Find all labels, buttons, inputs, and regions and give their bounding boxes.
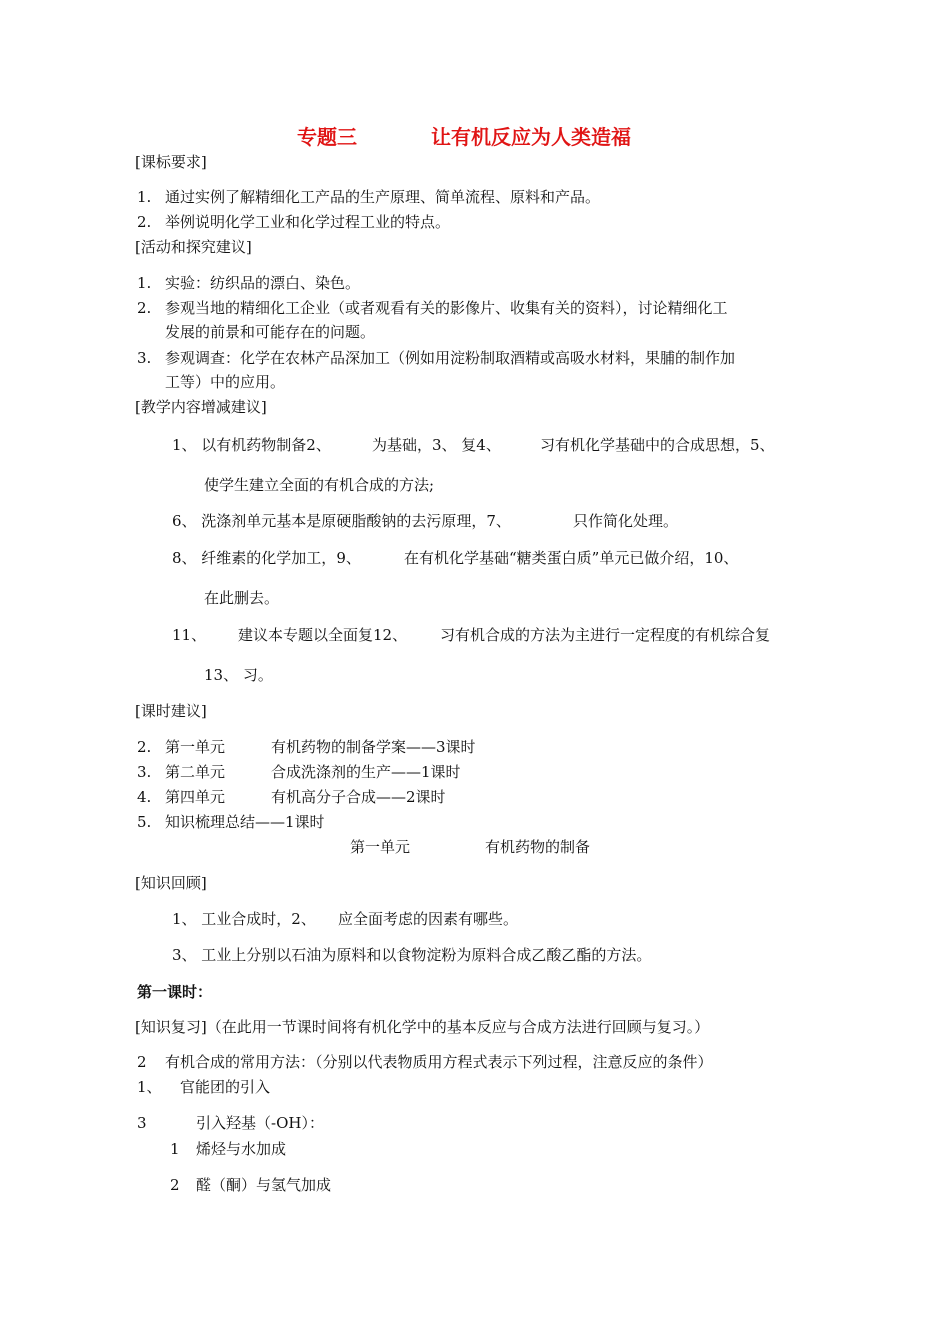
unit-hours: 合成洗涤剂的生产——1课时 — [271, 763, 461, 781]
list-item: 通过实例了解精细化工产品的生产原理、简单流程、原料和产品。 — [165, 188, 601, 206]
list-item-number: 2. — [137, 299, 152, 317]
page-title-part2: 让有机反应为人类造福 — [431, 125, 631, 149]
suggestion-line: 为基础，3、 复4、 — [372, 436, 501, 454]
suggestion-line: 13、 习。 — [204, 666, 273, 684]
list-item: 实验：纺织品的漂白、染色。 — [165, 274, 361, 292]
suggestion-line: 习有机化学基础中的合成思想，5、 — [540, 436, 775, 454]
list-item-continued: 工等）中的应用。 — [165, 373, 286, 391]
list-item-number: 3. — [137, 763, 152, 781]
suggestion-line: 11、 — [172, 626, 207, 644]
list-item-number: 1、 — [137, 1078, 162, 1096]
lesson-heading: 第一课时： — [137, 983, 213, 1001]
unit-name: 第二单元 — [165, 763, 226, 781]
suggestion-line: 在此删去。 — [204, 589, 280, 607]
list-item: 参观调查：化学在农林产品深加工（例如用淀粉制取酒精或高吸水材料，果脯的制作加 — [165, 349, 736, 367]
list-item-number: 1 — [170, 1140, 180, 1158]
suggestion-line: 8、 纤维素的化学加工，9、 — [172, 549, 361, 567]
list-item-number: 1. — [137, 274, 152, 292]
list-item: 烯烃与水加成 — [196, 1140, 287, 1158]
list-item-number: 2 — [170, 1176, 180, 1194]
suggestion-line: 使学生建立全面的有机合成的方法; — [204, 476, 435, 494]
subheading-functional-groups: 官能团的引入 — [180, 1078, 271, 1096]
page-title-part1: 专题三 — [297, 125, 357, 149]
unit-hours: 有机高分子合成——2课时 — [271, 788, 446, 806]
unit-name: 知识梳理总结——1课时 — [165, 813, 325, 831]
unit-name: 第一单元 — [165, 738, 226, 756]
section-heading-curriculum: [课标要求] — [135, 153, 207, 171]
review-line: 应全面考虑的因素有哪些。 — [338, 910, 519, 928]
section-heading-knowledge-review: [知识回顾] — [135, 874, 207, 892]
suggestion-line: 只作简化处理。 — [573, 512, 679, 530]
list-item: 举例说明化学工业和化学过程工业的特点。 — [165, 213, 451, 231]
unit-heading-number: 第一单元 — [350, 838, 411, 856]
knowledge-review-note: [知识复习]（在此用一节课时间将有机化学中的基本反应与合成方法进行回顾与复习。） — [135, 1018, 710, 1036]
section-heading-activities: [活动和探究建议] — [135, 238, 252, 256]
methods-heading: 有机合成的常用方法：（分别以代表物质用方程式表示下列过程，注意反应的条件） — [165, 1053, 713, 1071]
list-item-number: 1. — [137, 188, 152, 206]
list-item-number: 2. — [137, 213, 152, 231]
suggestion-line: 建议本专题以全面复12、 — [238, 626, 408, 644]
review-line: 1、 工业合成时，2、 — [172, 910, 316, 928]
unit-hours: 有机药物的制备学案——3课时 — [271, 738, 476, 756]
unit-heading-title: 有机药物的制备 — [485, 838, 591, 856]
list-item: 参观当地的精细化工企业（或者观看有关的影像片、收集有关的资料），讨论精细化工 — [165, 299, 728, 317]
list-item-number: 2 — [137, 1053, 147, 1071]
list-item-number: 4. — [137, 788, 152, 806]
suggestion-line: 习有机合成的方法为主进行一定程度的有机综合复 — [440, 626, 771, 644]
list-item-number: 5. — [137, 813, 152, 831]
unit-name: 第四单元 — [165, 788, 226, 806]
suggestion-line: 6、 洗涤剂单元基本是原硬脂酸钠的去污原理，7、 — [172, 512, 511, 530]
section-heading-content-suggestions: [教学内容增减建议] — [135, 398, 267, 416]
list-item-number: 2. — [137, 738, 152, 756]
suggestion-line: 1、 以有机药物制备2、 — [172, 436, 331, 454]
section-heading-hours: [课时建议] — [135, 702, 207, 720]
list-item-continued: 发展的前景和可能存在的问题。 — [165, 323, 376, 341]
review-line: 3、 工业上分别以石油为原料和以食物淀粉为原料合成乙酸乙酯的方法。 — [172, 946, 652, 964]
list-item: 醛（酮）与氢气加成 — [196, 1176, 332, 1194]
subheading-hydroxyl: 引入羟基（-OH）： — [196, 1114, 324, 1132]
suggestion-line: 在有机化学基础“糖类蛋白质”单元已做介绍，10、 — [404, 549, 739, 567]
list-item-number: 3 — [137, 1114, 147, 1132]
list-item-number: 3. — [137, 349, 152, 367]
